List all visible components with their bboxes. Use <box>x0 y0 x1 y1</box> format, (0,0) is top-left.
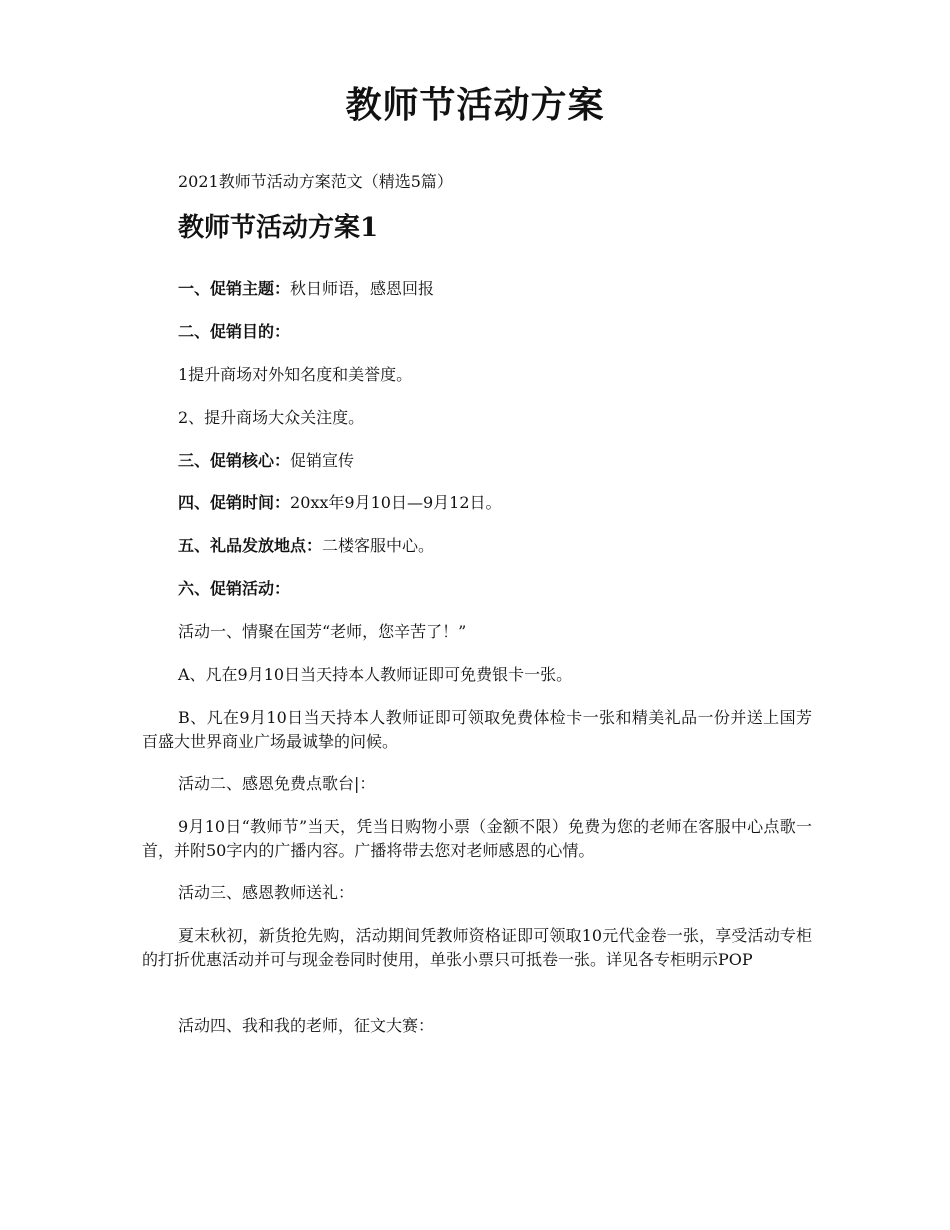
item-value: A、凡在9月10日当天持本人教师证即可免费银卡一张。 <box>178 665 573 684</box>
item-value: 促销宣传 <box>290 451 355 470</box>
item-promo-purpose <box>178 320 290 344</box>
item-label: 三、促销核心： <box>178 451 291 470</box>
activity-one-a <box>178 663 572 687</box>
item-label: 五、礼品发放地点： <box>178 536 323 555</box>
item-label: 六、促销活动： <box>178 579 291 598</box>
item-promo-core <box>178 449 354 473</box>
document-subtitle: 2021教师节活动方案范文（精选5篇） <box>178 172 453 191</box>
item-label: 二、促销目的： <box>178 322 291 341</box>
activity-one-b: B、凡在9月10日当天持本人教师证即可领取免费体检卡一张和精美礼品一份并送上国芳百盛大世界商业广场最诚挚的问候。 <box>142 708 812 751</box>
activity-two-body: 9月10日“教师节”当天，凭当日购物小票（金额不限）免费为您的老师在客服中心点歌一首，并附50字内的广播内容。广播将带去您对老师感恩的心情。 <box>142 817 812 860</box>
item-value: 二楼客服中心。 <box>322 536 435 555</box>
item-value: 20xx年9月10日—9月12日。 <box>290 493 502 512</box>
item-purpose-2 <box>178 406 364 430</box>
activity-three-body: 夏末秋初，新货抢先购，活动期间凭教师资格证即可领取10元代金卷一张，享受活动专柜的打折优惠活动并可与现金卷同时使用，单张小票只可抵卷一张。详见各专柜明示POP <box>142 926 812 969</box>
document-title: 教师节活动方案 <box>345 84 605 126</box>
item-label: 一、促销主题： <box>178 279 291 298</box>
item-promo-theme <box>178 277 434 301</box>
item-promo-time <box>178 491 502 515</box>
item-value: 活动一、情聚在国芳“老师，您辛苦了！” <box>178 622 467 641</box>
item-value: 1提升商场对外知名度和美誉度。 <box>178 365 413 384</box>
activity-one-title <box>178 620 466 644</box>
section-title: 教师节活动方案1 <box>178 213 379 243</box>
activity-two-title: 活动二、感恩免费点歌台|： <box>178 774 376 793</box>
activity-three-title: 活动三、感恩教师送礼： <box>178 883 355 902</box>
activity-four-title: 活动四、我和我的老师，征文大赛： <box>178 1016 435 1035</box>
item-gift-location <box>178 534 434 558</box>
item-value: 2、提升商场大众关注度。 <box>178 408 365 427</box>
item-label: 四、促销时间： <box>178 493 291 512</box>
item-purpose-1 <box>178 363 412 387</box>
item-promo-activities <box>178 577 290 601</box>
item-value: 秋日师语，感恩回报 <box>290 279 435 298</box>
